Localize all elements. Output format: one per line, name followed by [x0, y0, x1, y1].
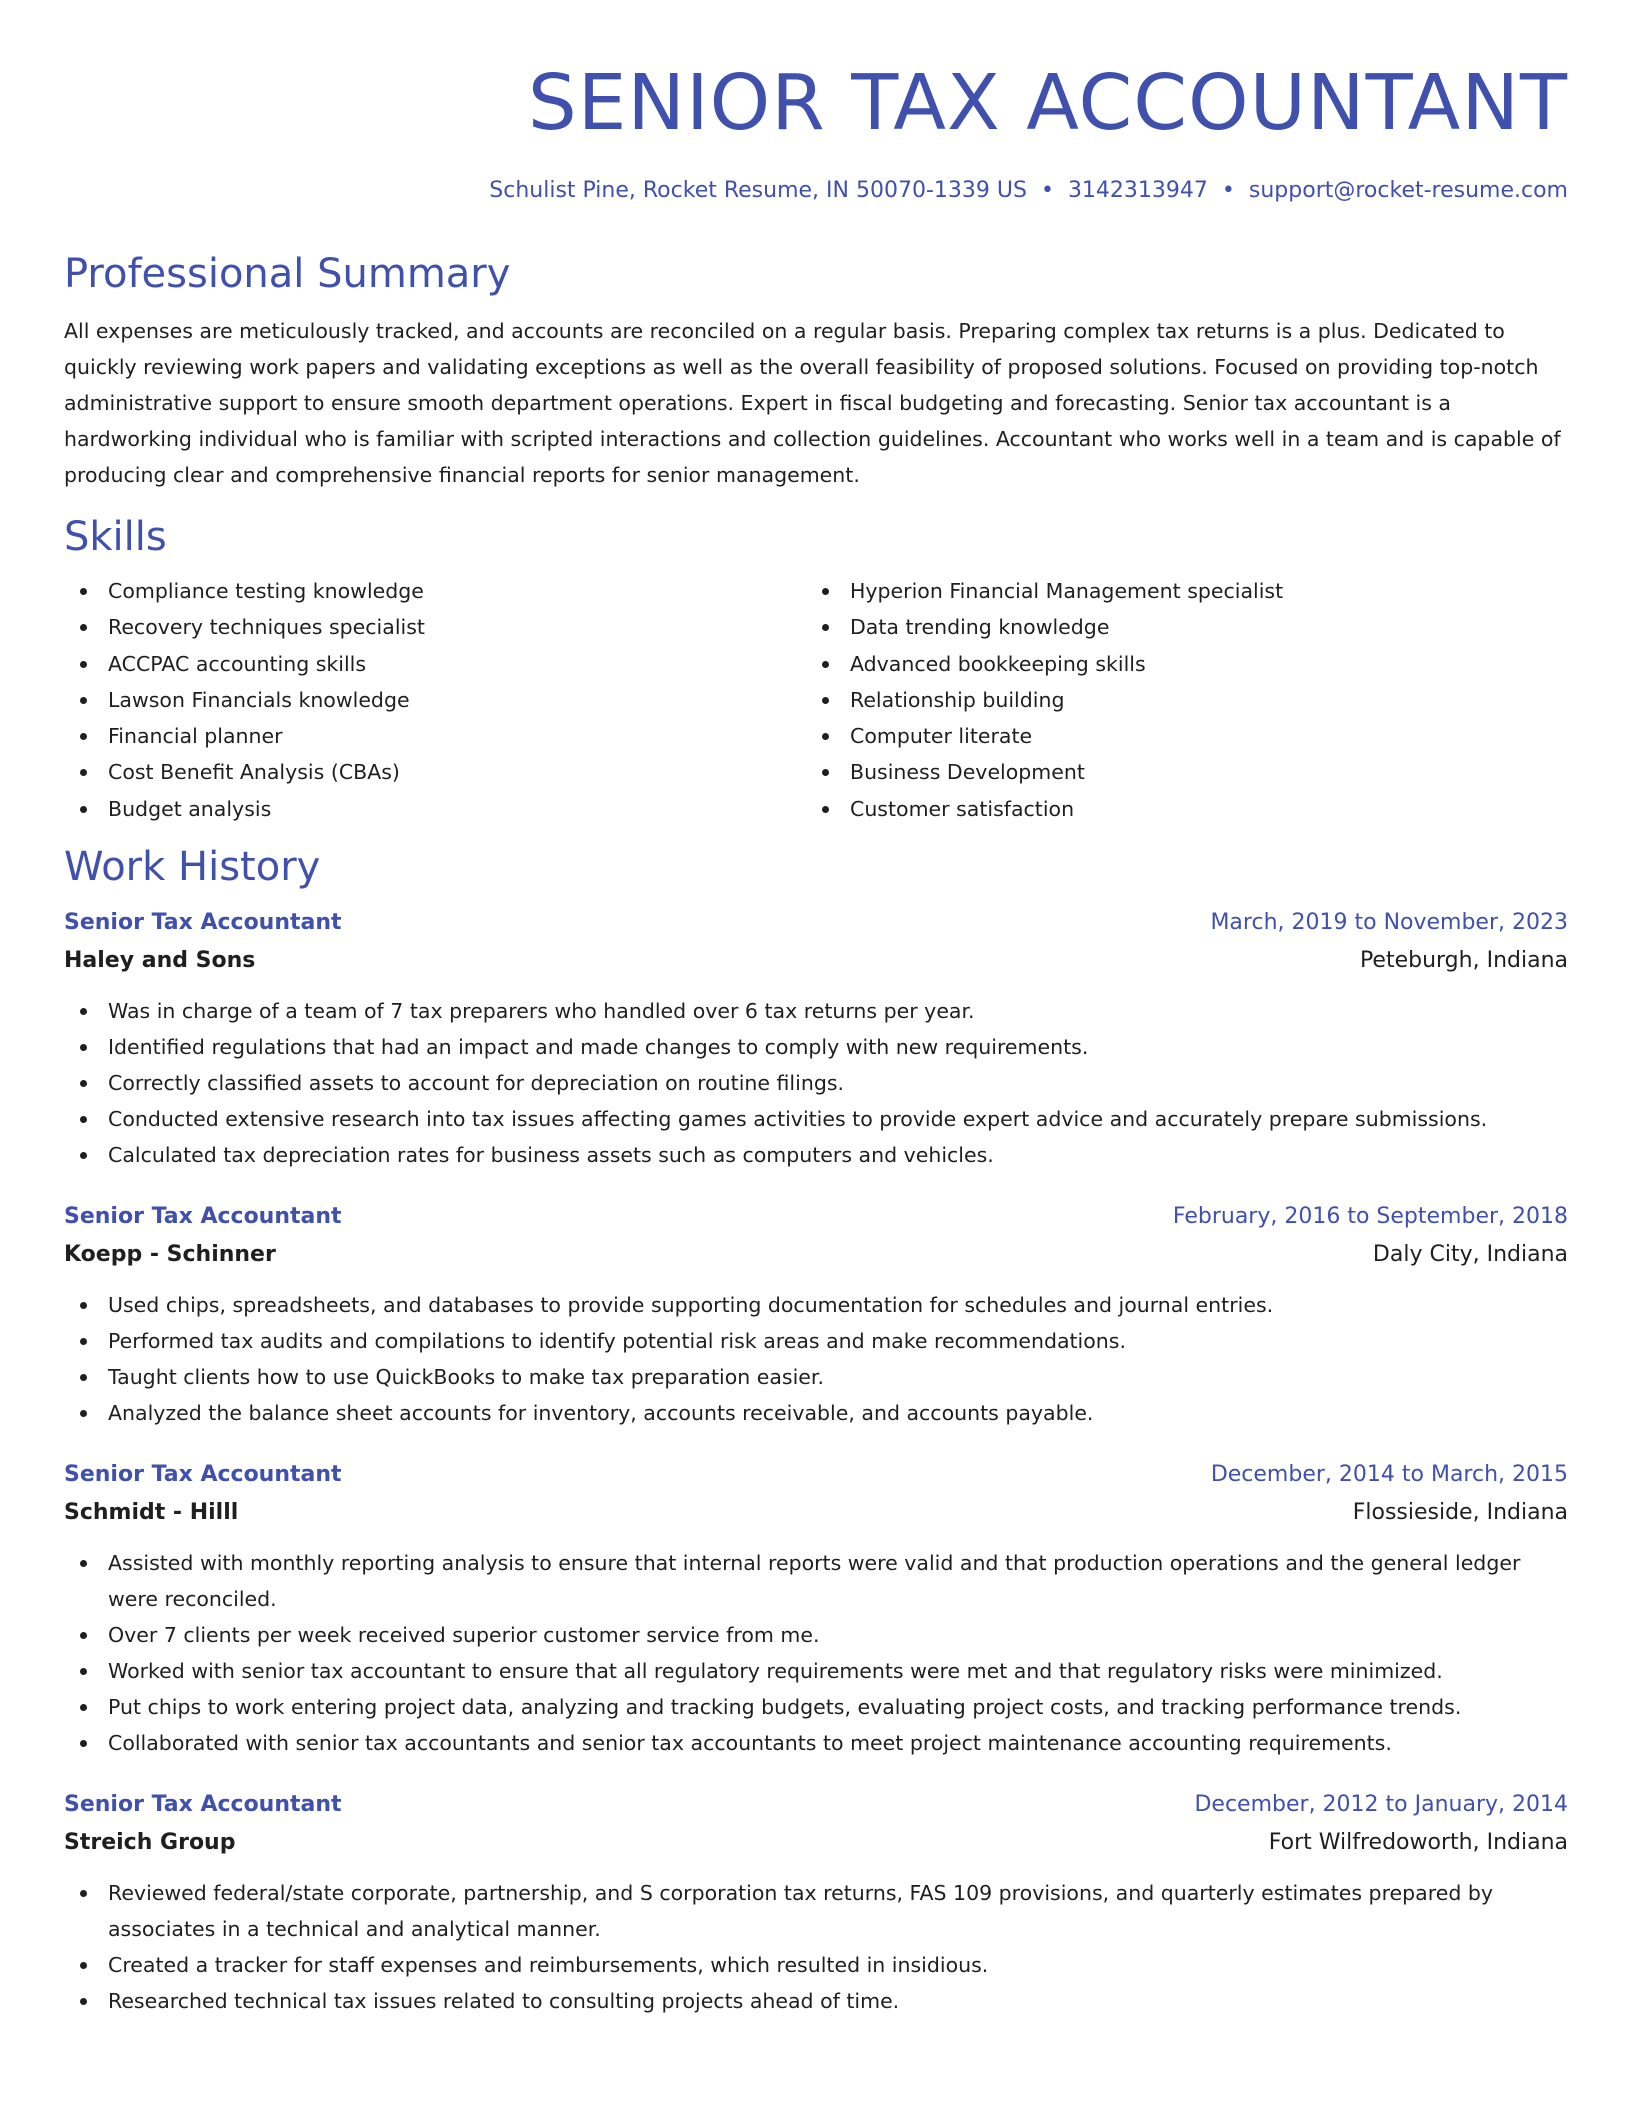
contact-line: [64, 176, 1568, 206]
job-bullet: Put chips to work entering project data, analyzing and tracking budgets, evaluating project costs, and tracking performance trends.: [64, 1689, 1568, 1725]
job-company: Koepp - Schinner: [64, 1242, 276, 1268]
skill-item: Computer literate: [806, 718, 1548, 754]
job-bullet: Was in charge of a team of 7 tax preparers who handled over 6 tax returns per year.: [64, 993, 1568, 1029]
skills-list: [64, 573, 1568, 827]
skill-item: Budget analysis: [64, 791, 806, 827]
skill-item: Advanced bookkeeping skills: [806, 646, 1548, 682]
skill-item: Lawson Financials knowledge: [64, 682, 806, 718]
contact-separator: •: [1040, 178, 1054, 203]
job-location: Flossieside, Indiana: [1352, 1500, 1568, 1526]
job-bullets: [64, 1545, 1568, 1761]
job-company: Schmidt - Hilll: [64, 1500, 239, 1526]
skill-item: Relationship building: [806, 682, 1548, 718]
job-location: Fort Wilfredoworth, Indiana: [1268, 1830, 1568, 1856]
contact-email[interactable]: support@rocket-resume.com: [1248, 178, 1568, 203]
job-title: Senior Tax Accountant: [64, 1462, 342, 1488]
job-bullet: Calculated tax depreciation rates for business assets such as computers and vehicles.: [64, 1137, 1568, 1173]
summary-text: All expenses are meticulously tracked, and accounts are reconciled on a regular basis. Preparing complex tax returns is a plus. Dedicated to quickly reviewing work papers and validating exceptions as well as the overall feasibility of proposed solutions. Focused on providing top-notch administrative support to ensure smooth department operations. Expert in fiscal budgeting and forecasting. Senior tax accountant is a hardworking individual who is familiar with scripted interactions and collection guidelines. Accountant who works well in a team and is capable of producing clear and comprehensive financial reports for senior management.: [64, 319, 1561, 487]
skill-item: Data trending knowledge: [806, 609, 1548, 645]
skill-item: ACCPAC accounting skills: [64, 646, 806, 682]
job-location: Peteburgh, Indiana: [1359, 948, 1568, 974]
section-title-summary: Professional Summary: [64, 251, 511, 297]
job-bullets: [64, 993, 1568, 1173]
job-dates: December, 2012 to January, 2014: [1194, 1792, 1568, 1818]
job-bullets: [64, 1875, 1568, 2019]
job-bullet: Reviewed federal/state corporate, partnership, and S corporation tax returns, FAS 109 provisions, and quarterly estimates prepared by associates in a technical and analytical manner.: [64, 1875, 1568, 1947]
skill-item: Compliance testing knowledge: [64, 573, 806, 609]
skills-column-right: [806, 573, 1548, 827]
skill-item: Hyperion Financial Management specialist: [806, 573, 1548, 609]
resume-page: [64, 0, 1568, 2019]
job-company: Streich Group: [64, 1830, 236, 1856]
job-title: Senior Tax Accountant: [64, 1792, 342, 1818]
skills-column-left: [64, 573, 806, 827]
skill-item: Recovery techniques specialist: [64, 609, 806, 645]
job-title: Senior Tax Accountant: [64, 910, 342, 936]
contact-phone[interactable]: 3142313947: [1067, 178, 1208, 203]
skill-item: Cost Benefit Analysis (CBAs): [64, 754, 806, 790]
job-bullet: Identified regulations that had an impact and made changes to comply with new requirements.: [64, 1029, 1568, 1065]
resume-name: SENIOR TAX ACCOUNTANT: [527, 59, 1568, 148]
contact-address: Schulist Pine, Rocket Resume, IN 50070-1339 US: [489, 178, 1027, 203]
job-title: Senior Tax Accountant: [64, 1204, 342, 1230]
job-dates: March, 2019 to November, 2023: [1210, 910, 1568, 936]
job-entry: [64, 905, 1568, 1173]
job-entry: [64, 1457, 1568, 1761]
job-company: Haley and Sons: [64, 948, 256, 974]
section-title-work-history: Work History: [64, 844, 321, 891]
contact-separator: •: [1221, 178, 1235, 203]
job-bullet: Researched technical tax issues related to consulting projects ahead of time.: [64, 1983, 1568, 2019]
job-location: Daly City, Indiana: [1372, 1242, 1568, 1268]
job-bullet: Performed tax audits and compilations to identify potential risk areas and make recommendations.: [64, 1323, 1568, 1359]
skill-item: Financial planner: [64, 718, 806, 754]
job-dates: December, 2014 to March, 2015: [1210, 1462, 1568, 1488]
job-bullet: Collaborated with senior tax accountants and senior tax accountants to meet project maintenance accounting requirements.: [64, 1725, 1568, 1761]
job-bullet: Taught clients how to use QuickBooks to make tax preparation easier.: [64, 1359, 1568, 1395]
job-dates: February, 2016 to September, 2018: [1172, 1204, 1568, 1230]
skill-item: Business Development: [806, 754, 1548, 790]
job-entry: [64, 1787, 1568, 2019]
job-bullet: Conducted extensive research into tax issues affecting games activities to provide expert advice and accurately prepare submissions.: [64, 1101, 1568, 1137]
job-entry: [64, 1199, 1568, 1431]
job-bullets: [64, 1287, 1568, 1431]
job-bullet: Worked with senior tax accountant to ensure that all regulatory requirements were met and that regulatory risks were minimized.: [64, 1653, 1568, 1689]
job-bullet: Assisted with monthly reporting analysis to ensure that internal reports were valid and that production operations and the general ledger were reconciled.: [64, 1545, 1568, 1617]
job-bullet: Analyzed the balance sheet accounts for inventory, accounts receivable, and accounts payable.: [64, 1395, 1568, 1431]
job-bullet: Over 7 clients per week received superior customer service from me.: [64, 1617, 1568, 1653]
section-title-skills: Skills: [64, 514, 167, 560]
job-bullet: Used chips, spreadsheets, and databases to provide supporting documentation for schedules and journal entries.: [64, 1287, 1568, 1323]
job-bullet: Correctly classified assets to account for depreciation on routine filings.: [64, 1065, 1568, 1101]
skill-item: Customer satisfaction: [806, 791, 1548, 827]
job-bullet: Created a tracker for staff expenses and reimbursements, which resulted in insidious.: [64, 1947, 1568, 1983]
